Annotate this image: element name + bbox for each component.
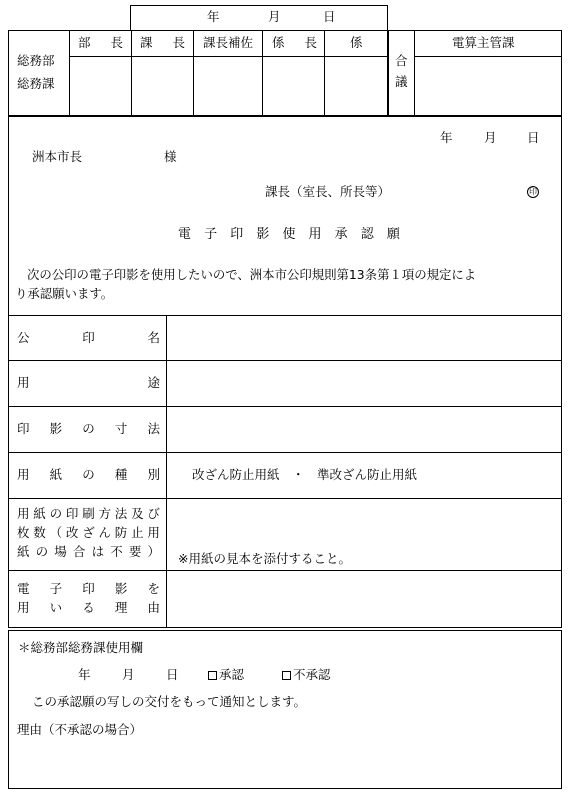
letter-date-day: 日 <box>527 130 540 145</box>
field-label-koin: 公 印 名 <box>17 330 160 345</box>
field-note-sample: ※用紙の見本を添付すること。 <box>178 551 351 566</box>
field-label-paper: 用 紙 の 種 別 <box>17 467 160 482</box>
applicant-title: 課長（室長、所長等） <box>265 184 391 199</box>
approval-col-kachohosa: 課長補佐 <box>203 35 254 50</box>
approve-label: 承認 <box>219 667 245 682</box>
office-date-year: 年 <box>78 667 91 682</box>
office-date-month: 月 <box>122 667 135 682</box>
disapprove-option[interactable] <box>282 669 331 682</box>
field-label-purpose: 用 途 <box>17 375 160 390</box>
approval-col-kacho: 課 長 <box>140 35 185 50</box>
body-line-1: 次の公印の電子印影を使用したいので、洲本市公印規則第13条第１項の規定によ <box>27 267 477 282</box>
field-value-paper: 改ざん防止用紙 ・ 準改ざん防止用紙 <box>192 467 418 482</box>
approval-date-cell <box>130 5 388 31</box>
disapprove-checkbox[interactable] <box>282 671 291 680</box>
approval-date-month: 月 <box>268 9 281 24</box>
field-label-print-1: 用 紙 の 印 刷 方 法 及 び <box>17 506 160 521</box>
approve-checkbox[interactable] <box>208 671 217 680</box>
body-line-2: り承認願います。 <box>15 286 114 301</box>
approval-dept-2: 総務課 <box>17 76 55 91</box>
field-label-reason-1: 電 子 印 影 を <box>17 581 160 596</box>
dentan-label: 電算主管課 <box>452 35 515 50</box>
field-label-print-2: 枚 数 （ 改 ざ ん 防 止 用 <box>17 525 160 540</box>
field-label-print-3: 紙 の 場 合 は 不 要 ） <box>17 544 160 559</box>
disapprove-label: 不承認 <box>293 667 331 682</box>
addressee-sama: 様 <box>164 149 177 164</box>
consult-char-2: 議 <box>395 74 408 89</box>
field-label-size: 印 影 の 寸 法 <box>17 421 160 436</box>
office-notice: この承認願の写しの交付をもって通知とします。 <box>32 694 307 709</box>
approval-date-day: 日 <box>323 9 336 24</box>
form-title: 電 子 印 影 使 用 承 認 願 <box>178 227 400 242</box>
letter-date-year: 年 <box>440 130 453 145</box>
approval-col-bucho: 部 長 <box>78 35 123 50</box>
letter-date-month: 月 <box>484 130 497 145</box>
approval-main-box <box>8 30 388 116</box>
office-reason-label: 理由（不承認の場合） <box>17 722 143 737</box>
field-label-reason-2: 用 い る 理 由 <box>17 600 160 615</box>
consult-char-1: 合 <box>395 53 408 68</box>
approve-option[interactable] <box>208 669 244 682</box>
approval-col-kakaricho: 係 長 <box>272 35 317 50</box>
seal-icon: 印 <box>529 187 537 196</box>
addressee: 洲本市長 <box>32 149 83 164</box>
approval-dept-1: 総務部 <box>17 53 55 68</box>
approval-date-year: 年 <box>207 9 220 24</box>
office-date-day: 日 <box>166 667 179 682</box>
office-heading: ＊総務部総務課使用欄 <box>18 640 144 655</box>
approval-col-kakari: 係 <box>350 35 363 50</box>
